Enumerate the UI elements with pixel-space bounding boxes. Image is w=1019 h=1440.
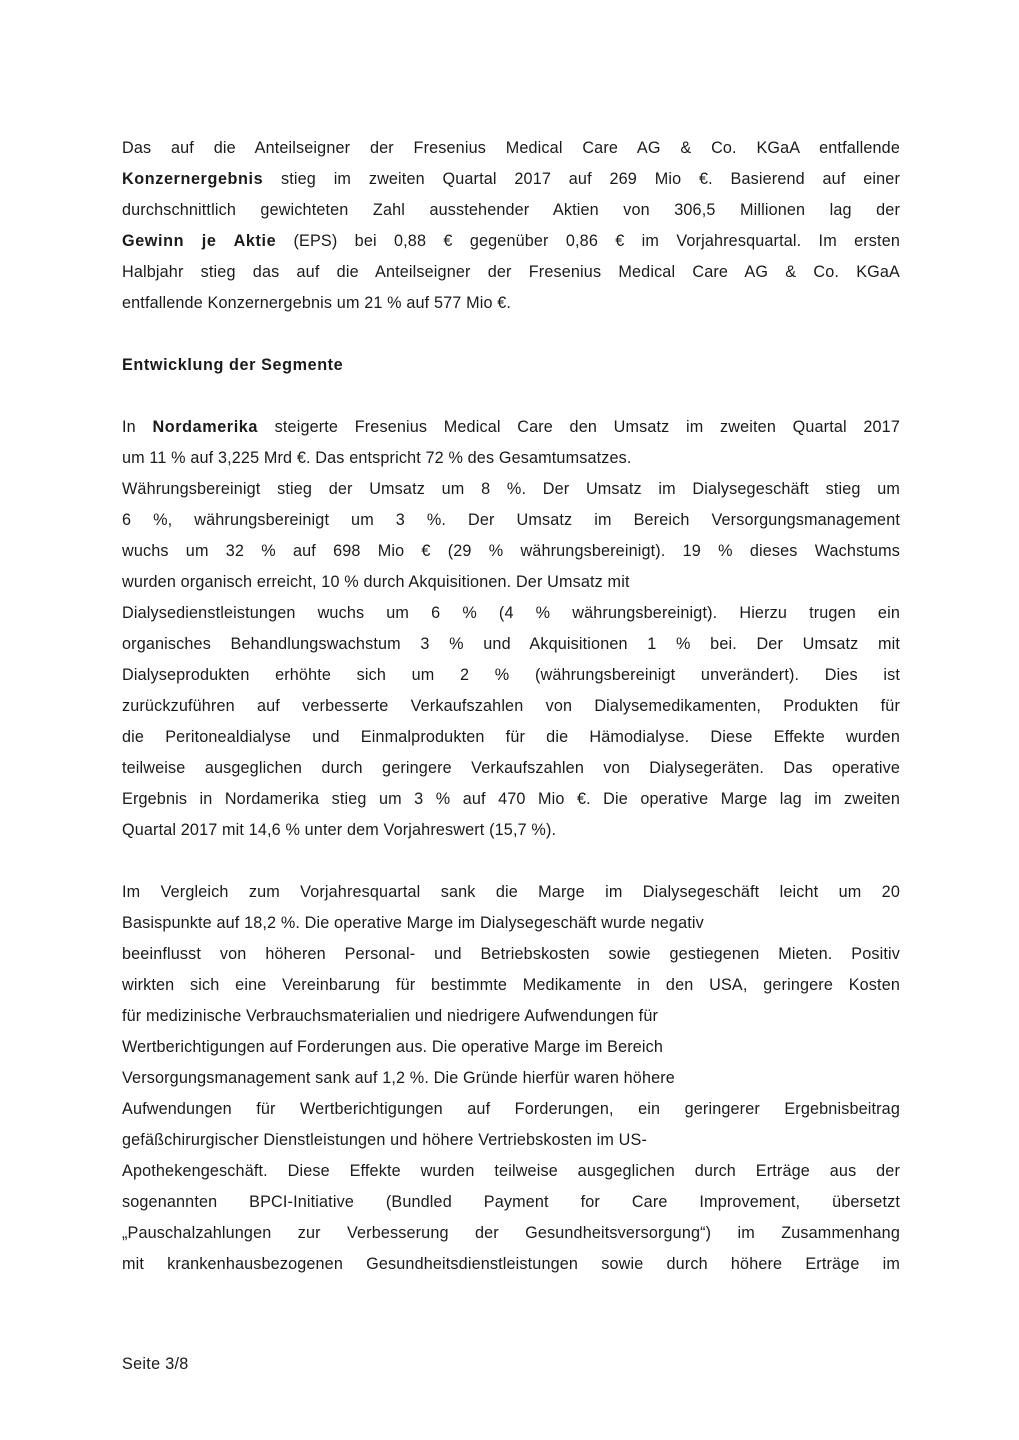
text-line: Versorgungsmanagement sank auf 1,2 %. Die Gründe hierfür waren höhere <box>122 1069 675 1087</box>
text-segment: In <box>122 418 153 436</box>
text-line: Dialyseprodukten erhöhte sich um 2 % (währungsbereinigt unverändert). Dies ist <box>122 666 900 684</box>
text-line: sogenannten BPCI-Initiative (Bundled Payment for Care Improvement, übersetzt <box>122 1193 900 1211</box>
bold-term-gewinn-je-aktie: Gewinn je Aktie <box>122 232 277 250</box>
text-line: „Pauschalzahlungen zur Verbesserung der Gesundheitsversorgung“) im Zusammenhang <box>122 1224 900 1242</box>
text-line: Apothekengeschäft. Diese Effekte wurden teilweise ausgeglichen durch Erträge aus der <box>122 1162 900 1180</box>
text-line: 6 %, währungsbereinigt um 3 %. Der Umsatz im Bereich Versorgungsmanagement <box>122 511 900 529</box>
text-line: Im Vergleich zum Vorjahresquartal sank die Marge im Dialysegeschäft leicht um 20 <box>122 883 900 901</box>
text-line: wirkten sich eine Vereinbarung für bestimmte Medikamente in den USA, geringere Kosten <box>122 976 900 994</box>
spacer <box>122 319 900 350</box>
text-line: Aufwendungen für Wertberichtigungen auf Forderungen, ein geringerer Ergebnisbeitrag <box>122 1100 900 1118</box>
text-line: beeinflusst von höheren Personal- und Betriebskosten sowie gestiegenen Mieten. Positiv <box>122 945 900 963</box>
text-segment: steigerte Fresenius Medical Care den Umsatz im zweiten Quartal 2017 <box>258 418 900 436</box>
text-line: Quartal 2017 mit 14,6 % unter dem Vorjahreswert (15,7 %). <box>122 821 557 839</box>
text-line: um 11 % auf 3,225 Mrd €. Das entspricht 72 % des Gesamtumsatzes. <box>122 449 632 467</box>
text-line: wurden organisch erreicht, 10 % durch Akquisitionen. Der Umsatz mit <box>122 573 630 591</box>
text-line: zurückzuführen auf verbesserte Verkaufszahlen von Dialysemedikamenten, Produkten für <box>122 697 900 715</box>
text-line <box>122 226 900 257</box>
text-line: Halbjahr stieg das auf die Anteilseigner der Fresenius Medical Care AG & Co. KGaA <box>122 263 900 281</box>
text-line: Ergebnis in Nordamerika stieg um 3 % auf 470 Mio €. Die operative Marge lag im zweiten <box>122 790 900 808</box>
text-line: gefäßchirurgischer Dienstleistungen und höhere Vertriebskosten im US- <box>122 1131 648 1149</box>
bold-term-konzernergebnis: Konzernergebnis <box>122 170 264 188</box>
text-line: teilweise ausgeglichen durch geringere Verkaufszahlen von Dialysegeräten. Das operative <box>122 759 900 777</box>
text-segment: stieg im zweiten Quartal 2017 auf 269 Mio €. Basierend auf einer <box>263 170 900 188</box>
spacer <box>122 846 900 877</box>
text-line: entfallende Konzernergebnis um 21 % auf 577 Mio €. <box>122 294 512 312</box>
text-line: wuchs um 32 % auf 698 Mio € (29 % währungsbereinigt). 19 % dieses Wachstums <box>122 542 900 560</box>
text-line: durchschnittlich gewichteten Zahl ausstehender Aktien von 306,5 Millionen lag der <box>122 201 900 219</box>
document-page <box>122 133 900 1280</box>
text-line: die Peritonealdialyse und Einmalprodukten für die Hämodialyse. Diese Effekte wurden <box>122 728 900 746</box>
text-line: organisches Behandlungswachstum 3 % und Akquisitionen 1 % bei. Der Umsatz mit <box>122 635 900 653</box>
bold-term-nordamerika: Nordamerika <box>152 418 259 436</box>
paragraph-nordamerika <box>122 412 900 846</box>
text-line: Wertberichtigungen auf Forderungen aus. Die operative Marge im Bereich <box>122 1038 664 1056</box>
text-line: Das auf die Anteilseigner der Fresenius Medical Care AG & Co. KGaA entfallende <box>122 139 900 157</box>
text-line: für medizinische Verbrauchsmaterialien und niedrigere Aufwendungen für <box>122 1007 659 1025</box>
text-line: Basispunkte auf 18,2 %. Die operative Marge im Dialysegeschäft wurde negativ <box>122 914 704 932</box>
text-line <box>122 164 900 195</box>
text-segment: (EPS) bei 0,88 € gegenüber 0,86 € im Vorjahresquartal. Im ersten <box>276 232 900 250</box>
text-line: Währungsbereinigt stieg der Umsatz um 8 %. Der Umsatz im Dialysegeschäft stieg um <box>122 480 900 498</box>
page-number: Seite 3/8 <box>122 1355 189 1373</box>
paragraph-konzernergebnis <box>122 133 900 319</box>
spacer <box>122 381 900 412</box>
section-heading: Entwicklung der Segmente <box>122 356 344 374</box>
text-line <box>122 412 900 443</box>
text-line: Dialysedienstleistungen wuchs um 6 % (4 % währungsbereinigt). Hierzu trugen ein <box>122 604 900 622</box>
text-line: mit krankenhausbezogenen Gesundheitsdienstleistungen sowie durch höhere Erträge im <box>122 1255 900 1273</box>
paragraph-marge <box>122 877 900 1280</box>
